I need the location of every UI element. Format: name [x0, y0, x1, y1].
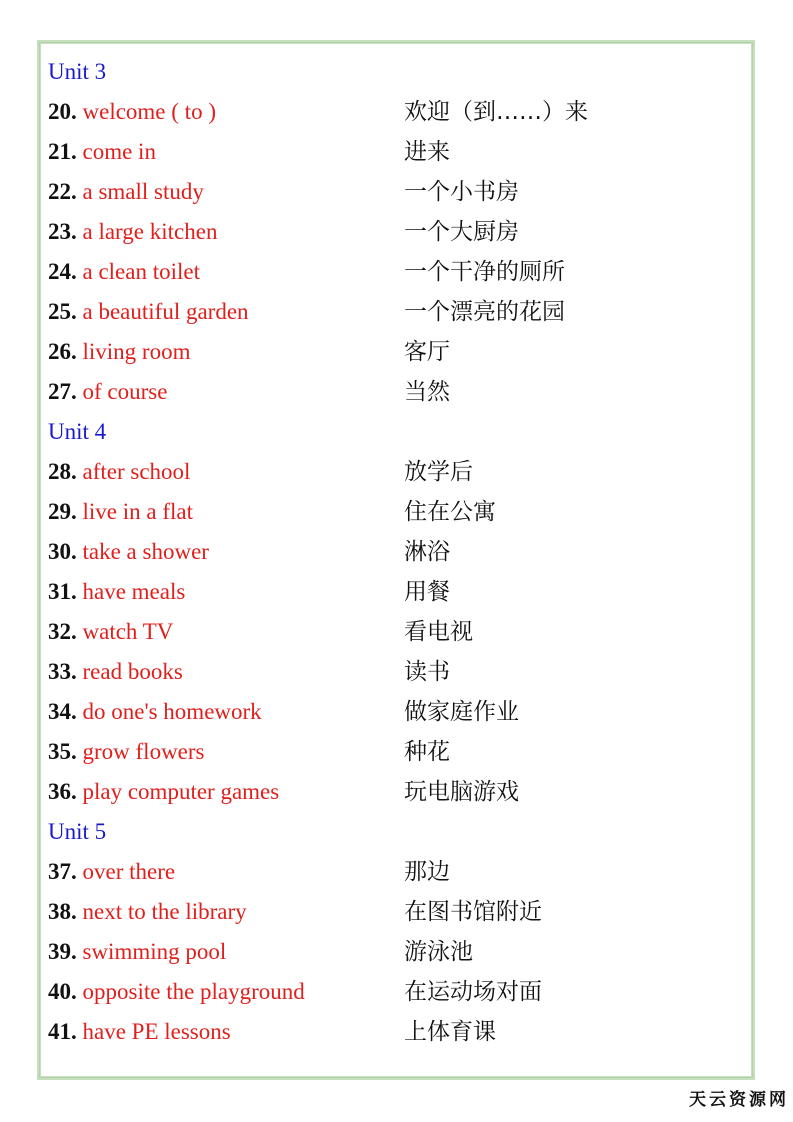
english-phrase: welcome ( to )	[82, 99, 216, 124]
vocab-row	[48, 212, 748, 252]
english-phrase: a clean toilet	[82, 259, 200, 284]
unit-title: Unit 5	[48, 819, 107, 844]
vocab-row	[48, 692, 748, 732]
item-number: 26.	[48, 339, 77, 364]
item-number: 33.	[48, 659, 77, 684]
item-number: 40.	[48, 979, 77, 1004]
item-number: 35.	[48, 739, 77, 764]
vocab-list	[48, 52, 748, 1052]
chinese-meaning: 一个大厨房	[404, 219, 519, 245]
english-phrase: come in	[82, 139, 156, 164]
unit-heading	[48, 812, 748, 852]
item-number: 25.	[48, 299, 77, 324]
chinese-meaning: 游泳池	[404, 939, 473, 965]
english-phrase: watch TV	[82, 619, 174, 644]
item-number: 30.	[48, 539, 77, 564]
chinese-meaning: 在图书馆附近	[404, 899, 542, 925]
vocab-row	[48, 652, 748, 692]
english-phrase: a small study	[82, 179, 204, 204]
chinese-meaning: 一个小书房	[404, 179, 519, 205]
chinese-meaning: 放学后	[404, 459, 473, 485]
english-phrase: over there	[82, 859, 176, 884]
unit-title: Unit 4	[48, 419, 107, 444]
vocab-row	[48, 332, 748, 372]
item-number: 31.	[48, 579, 77, 604]
vocab-row	[48, 972, 748, 1012]
item-number: 32.	[48, 619, 77, 644]
unit-title: Unit 3	[48, 59, 107, 84]
item-number: 27.	[48, 379, 77, 404]
english-phrase: swimming pool	[82, 939, 227, 964]
english-phrase: of course	[82, 379, 168, 404]
vocab-row	[48, 1012, 748, 1052]
item-number: 20.	[48, 99, 77, 124]
item-number: 21.	[48, 139, 77, 164]
chinese-meaning: 住在公寓	[404, 499, 496, 525]
chinese-meaning: 上体育课	[404, 1019, 496, 1045]
item-number: 24.	[48, 259, 77, 284]
english-phrase: after school	[82, 459, 191, 484]
english-phrase: grow flowers	[82, 739, 205, 764]
unit-heading	[48, 52, 748, 92]
vocab-row	[48, 92, 748, 132]
vocab-row	[48, 612, 748, 652]
chinese-meaning: 玩电脑游戏	[404, 779, 519, 805]
item-number: 38.	[48, 899, 77, 924]
item-number: 22.	[48, 179, 77, 204]
item-number: 29.	[48, 499, 77, 524]
chinese-meaning: 欢迎（到……）来	[404, 99, 588, 125]
vocab-row	[48, 932, 748, 972]
vocab-row	[48, 372, 748, 412]
unit-heading	[48, 412, 748, 452]
item-number: 39.	[48, 939, 77, 964]
vocab-row	[48, 572, 748, 612]
item-number: 28.	[48, 459, 77, 484]
chinese-meaning: 读书	[404, 659, 450, 685]
chinese-meaning: 当然	[404, 379, 450, 405]
english-phrase: have PE lessons	[82, 1019, 231, 1044]
chinese-meaning: 做家庭作业	[404, 699, 519, 725]
vocab-row	[48, 732, 748, 772]
english-phrase: next to the library	[82, 899, 247, 924]
item-number: 34.	[48, 699, 77, 724]
english-phrase: have meals	[82, 579, 186, 604]
vocab-row	[48, 892, 748, 932]
chinese-meaning: 用餐	[404, 579, 450, 605]
chinese-meaning: 客厅	[404, 339, 450, 365]
chinese-meaning: 在运动场对面	[404, 979, 542, 1005]
chinese-meaning: 进来	[404, 139, 450, 165]
vocab-row	[48, 172, 748, 212]
vocab-row	[48, 252, 748, 292]
english-phrase: a large kitchen	[82, 219, 218, 244]
chinese-meaning: 看电视	[404, 619, 473, 645]
english-phrase: opposite the playground	[82, 979, 305, 1004]
item-number: 36.	[48, 779, 77, 804]
vocab-row	[48, 132, 748, 172]
english-phrase: living room	[82, 339, 191, 364]
chinese-meaning: 淋浴	[404, 539, 450, 565]
vocab-row	[48, 852, 748, 892]
item-number: 41.	[48, 1019, 77, 1044]
vocab-row	[48, 292, 748, 332]
english-phrase: read books	[82, 659, 183, 684]
english-phrase: take a shower	[82, 539, 209, 564]
english-phrase: a beautiful garden	[82, 299, 249, 324]
vocab-row	[48, 532, 748, 572]
english-phrase: do one's homework	[82, 699, 262, 724]
chinese-meaning: 一个干净的厕所	[404, 259, 565, 285]
chinese-meaning: 种花	[404, 739, 450, 765]
item-number: 23.	[48, 219, 77, 244]
site-watermark: 天云资源网	[689, 1090, 789, 1110]
chinese-meaning: 那边	[404, 859, 450, 885]
chinese-meaning: 一个漂亮的花园	[404, 299, 565, 325]
vocab-row	[48, 452, 748, 492]
english-phrase: play computer games	[82, 779, 280, 804]
vocab-row	[48, 772, 748, 812]
item-number: 37.	[48, 859, 77, 884]
english-phrase: live in a flat	[82, 499, 193, 524]
vocab-row	[48, 492, 748, 532]
